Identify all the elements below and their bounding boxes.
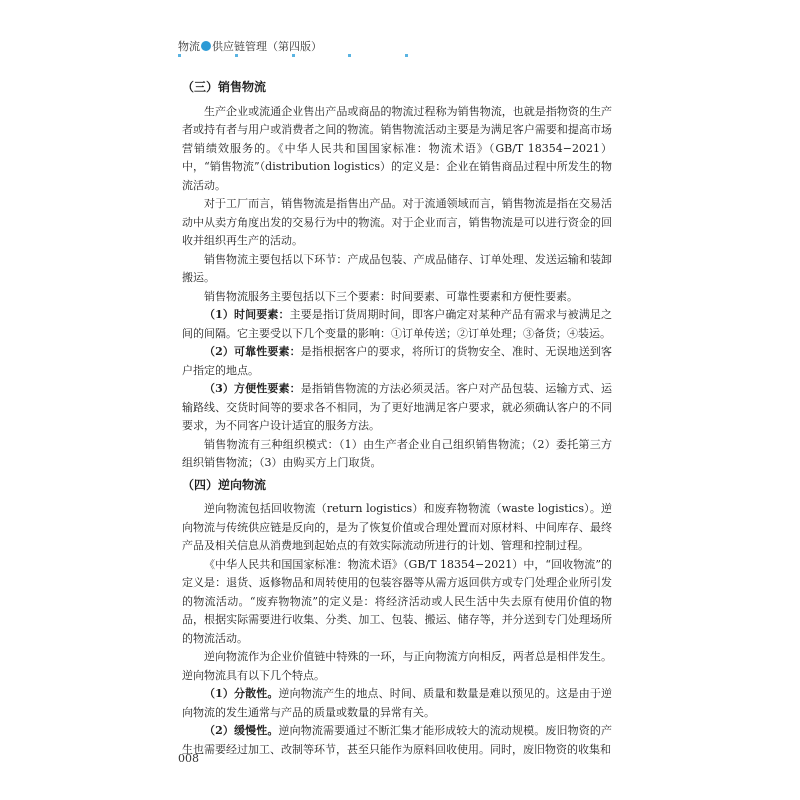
decoration-dot [405,54,408,57]
list-item-lead: （3）方便性要素： [204,382,301,395]
decoration-dot [292,54,295,57]
page-body [182,76,612,759]
paragraph: 逆向物流包括回收物流（return logistics）和废弃物物流（waste logistics）。逆向物流与传统供应链是反向的，是为了恢复价值或合理处置而对原材料、中间库存、最终产品及相关信息从消费地到起始点的有效实际流动所进行的计划、管理和控制过程。 [182,502,612,552]
page-number: 008 [178,752,199,765]
paragraph: 逆向物流作为企业价值链中特殊的一环，与正向物流方向相反，两者总是相伴发生。逆向物流具有以下几个特点。 [182,650,612,682]
paragraph: 销售物流服务主要包括以下三个要素：时间要素、可靠性要素和方便性要素。 [204,289,578,303]
book-logo-icon [201,41,211,51]
decoration-dot [348,54,351,57]
list-item-lead: （1）分散性。 [204,687,279,700]
list-item-lead: （1）时间要素： [204,308,290,321]
header-title-part1: 物流 [178,40,200,53]
list-item-lead: （2）可靠性要素： [204,345,301,358]
header-title-part2: 供应链管理（第四版） [212,40,322,53]
list-item [182,306,612,343]
running-header [178,38,322,54]
list-item-text: 逆向物流需要通过不断汇集才能形成较大的流动规模。废旧物资的产生也需要经过加工、改制等环节，甚至只能作为原料回收使用。同时，废旧物资的收集和 [182,724,612,756]
header-decoration [178,54,408,58]
list-item-lead: （2）缓慢性。 [204,724,279,737]
paragraph: 销售物流主要包括以下环节：产成品包装、产成品储存、订单处理、发送运输和装卸搬运。 [182,252,612,284]
list-item-text: 逆向物流产生的地点、时间、质量和数量是难以预见的。这是由于逆向物流的发生通常与产品的质量或数量的异常有关。 [182,687,612,719]
list-item [182,685,612,722]
section-title: （三）销售物流 [182,80,267,94]
list-item-text: 是指销售物流的方法必须灵活。客户对产品包装、运输方式、运输路线、交货时间等的要求各不相同，为了更好地满足客户要求，就必须确认客户的不同要求，为不同客户设计适宜的服务方法。 [182,382,613,432]
list-item [182,722,612,759]
decoration-dot [178,54,181,57]
paragraph: 对于工厂而言，销售物流是指售出产品。对于流通领域而言，销售物流是指在交易活动中从卖方角度出发的交易行为中的物流。对于企业而言，销售物流是可以进行资金的回收并组织再生产的活动。 [182,197,612,247]
paragraph: 销售物流有三种组织模式：（1）由生产者企业自己组织销售物流；（2）委托第三方组织销售物流；（3）由购买方上门取货。 [182,437,612,469]
list-item-text: 主要是指订货周期时间，即客户确定对某种产品有需求与被满足之间的间隔。它主要受以下几个变量的影响：①订单传送；②订单处理；③备货；④装运。 [182,308,613,340]
list-item-text: 是指根据客户的要求，将所订的货物安全、准时、无误地送到客户指定的地点。 [182,345,613,377]
paragraph: 生产企业或流通企业售出产品或商品的物流过程称为销售物流，也就是指物资的生产者或持有者与用户或消费者之间的物流。销售物流活动主要是为满足客户需要和提高市场营销绩效服务的。《中华人民共和国国家标准：物流术语》（GB/T 18354−2021）中，“销售物流”（distribution logistics）的定义是：企业在销售商品过程中所发生的物流活动。 [182,104,612,192]
list-item [182,343,612,380]
list-item [182,380,612,436]
paragraph: 《中华人民共和国国家标准：物流术语》（GB/T 18354−2021）中，“回收物流”的定义是：退货、返修物品和周转使用的包装容器等从需方返回供方或专门处理企业所引发的物流活动。“废弃物物流”的定义是：将经济活动或人民生活中失去原有使用价值的物品，根据实际需要进行收集、分类、加工、包装、搬运、储存等，并分送到专门处理场所的物流活动。 [182,557,612,645]
decoration-dot [235,54,238,57]
section-title: （四）逆向物流 [182,477,267,492]
